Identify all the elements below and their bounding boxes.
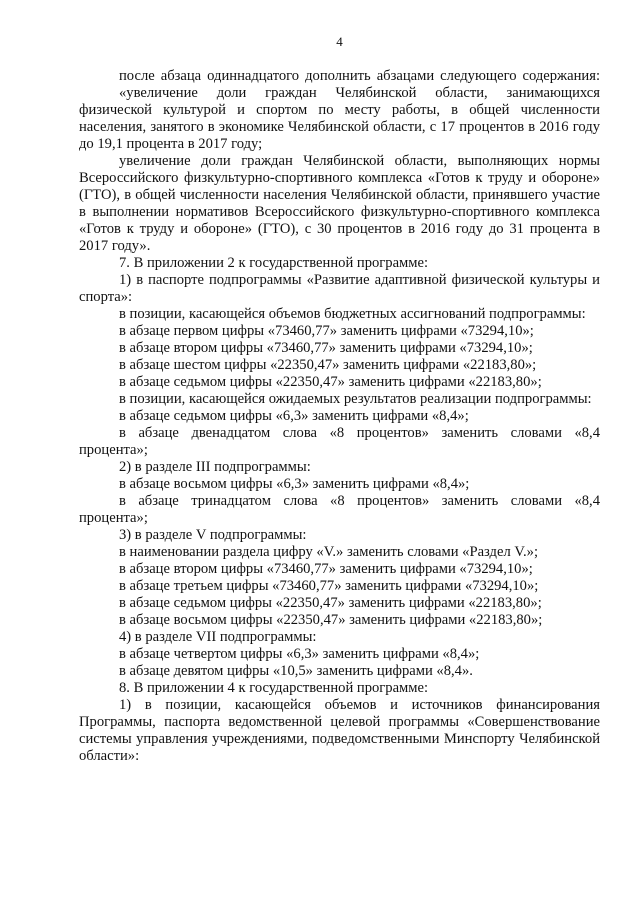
paragraph: в абзаце восьмом цифры «22350,47» заменить цифрами «22183,80»; bbox=[119, 612, 543, 628]
paragraph: в абзаце девятом цифры «10,5» заменить цифрами «8,4». bbox=[119, 663, 473, 679]
paragraph: в абзаце седьмом цифры «22350,47» заменить цифрами «22183,80»; bbox=[119, 595, 542, 611]
paragraph: в абзаце первом цифры «73460,77» заменить цифрами «73294,10»; bbox=[119, 323, 534, 339]
paragraph: 7. В приложении 2 к государственной программе: bbox=[119, 255, 429, 271]
paragraph: в абзаце третьем цифры «73460,77» заменить цифрами «73294,10»; bbox=[119, 578, 539, 594]
paragraph: в абзаце тринадцатом слова «8 процентов» заменить словами «8,4 процента»; bbox=[79, 493, 600, 526]
paragraph: увеличение доли граждан Челябинской области, выполняющих нормы Всероссийского физкультурно-спортивного комплекса «Готов к труду и обороне» (ГТО), в общей численности населения Челябинской области, принявшего участие в выполнении нормативов Всероссийского физкультурно-спортивного комплекса «Готов к труду и обороне» (ГТО), с 30 процентов в 2016 году до 31 процента в 2017 году». bbox=[79, 153, 600, 254]
document-body bbox=[79, 68, 600, 765]
paragraph: в позиции, касающейся объемов бюджетных ассигнований подпрограммы: bbox=[119, 306, 586, 322]
paragraph: 1) в паспорте подпрограммы «Развитие адаптивной физической культуры и спорта»: bbox=[79, 272, 600, 305]
paragraph: 1) в позиции, касающейся объемов и источников финансирования Программы, паспорта ведомственной целевой программы «Совершенствование системы управления учреждениями, подведомственными Минспорту Челябинской области»: bbox=[79, 697, 600, 764]
paragraph: после абзаца одиннадцатого дополнить абзацами следующего содержания: bbox=[119, 68, 600, 84]
paragraph: в абзаце седьмом цифры «22350,47» заменить цифрами «22183,80»; bbox=[119, 374, 542, 390]
paragraph: в абзаце четвертом цифры «6,3» заменить цифрами «8,4»; bbox=[119, 646, 480, 662]
paragraph: 3) в разделе V подпрограммы: bbox=[119, 527, 307, 543]
paragraph: в наименовании раздела цифру «V.» заменить словами «Раздел V.»; bbox=[119, 544, 539, 560]
paragraph: в позиции, касающейся ожидаемых результатов реализации подпрограммы: bbox=[119, 391, 592, 407]
paragraph: «увеличение доли граждан Челябинской области, занимающихся физической культурой и спортом по месту работы, в общей численности населения, занятого в экономике Челябинской области, с 17 процентов в 2016 году до 19,1 процента в 2017 году; bbox=[79, 85, 600, 152]
paragraph: в абзаце седьмом цифры «6,3» заменить цифрами «8,4»; bbox=[119, 408, 469, 424]
paragraph: в абзаце шестом цифры «22350,47» заменить цифрами «22183,80»; bbox=[119, 357, 537, 373]
paragraph: в абзаце втором цифры «73460,77» заменить цифрами «73294,10»; bbox=[119, 340, 533, 356]
paragraph: в абзаце двенадцатом слова «8 процентов» заменить словами «8,4 процента»; bbox=[79, 425, 600, 458]
paragraph: в абзаце восьмом цифры «6,3» заменить цифрами «8,4»; bbox=[119, 476, 470, 492]
page-number: 4 bbox=[336, 34, 343, 49]
paragraph: в абзаце втором цифры «73460,77» заменить цифрами «73294,10»; bbox=[119, 561, 533, 577]
paragraph: 2) в разделе III подпрограммы: bbox=[119, 459, 311, 475]
paragraph: 4) в разделе VII подпрограммы: bbox=[119, 629, 317, 645]
paragraph: 8. В приложении 4 к государственной программе: bbox=[119, 680, 429, 696]
